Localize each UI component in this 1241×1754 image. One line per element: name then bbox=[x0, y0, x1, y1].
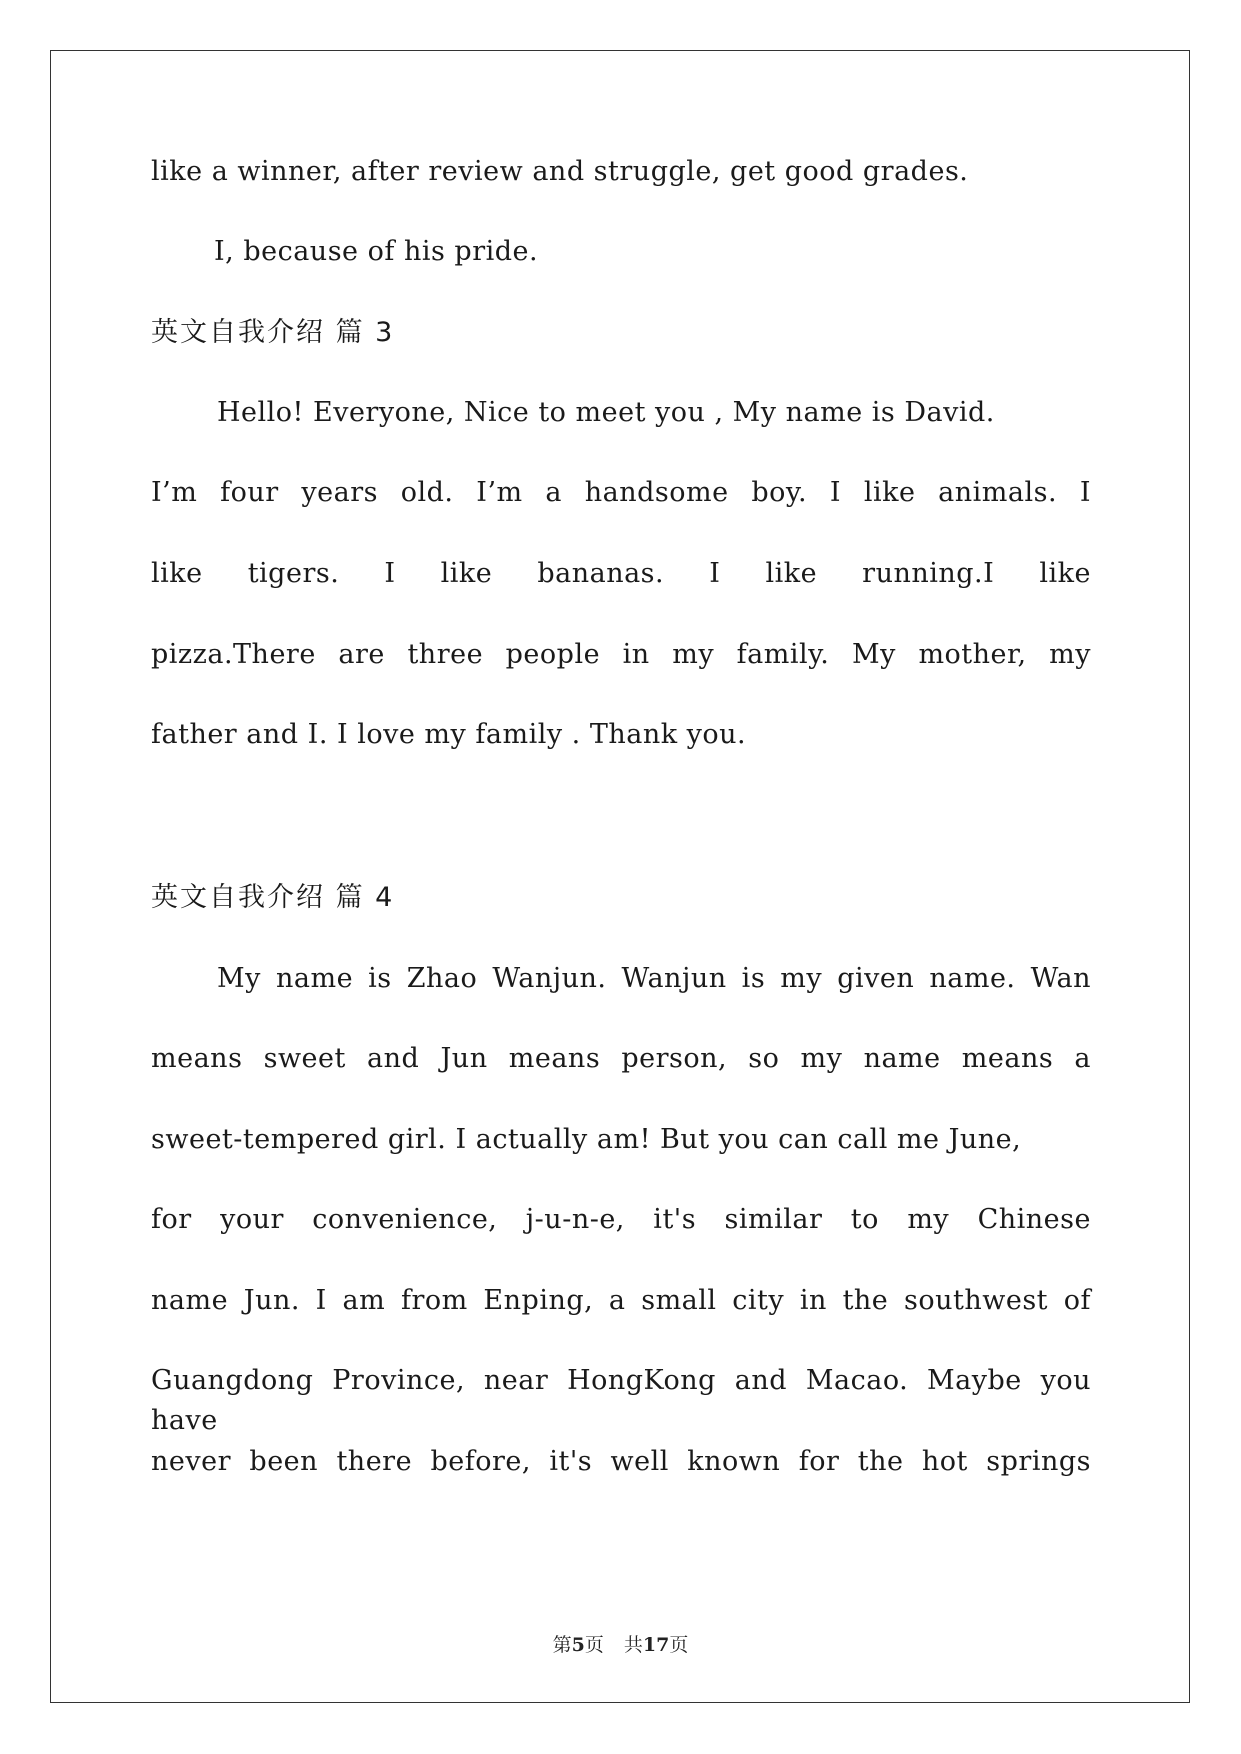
total-page-count: 17 bbox=[642, 1634, 670, 1656]
body-text-line: pizza.There are three people in my family. My mother, my bbox=[151, 639, 1091, 670]
current-page-number: 5 bbox=[571, 1634, 585, 1656]
body-text-line: like a winner, after review and struggle, get good grades. bbox=[151, 156, 969, 187]
section-heading: 英文自我介绍 篇 3 bbox=[151, 317, 395, 348]
body-text-line: name Jun. I am from Enping, a small city in the southwest of bbox=[151, 1285, 1091, 1316]
page-footer bbox=[0, 1630, 1241, 1657]
footer-total-suffix: 页 bbox=[669, 1634, 689, 1656]
body-text-line: I, because of his pride. bbox=[214, 236, 539, 267]
body-text-line: My name is Zhao Wanjun. Wanjun is my given name. Wan bbox=[217, 963, 1091, 994]
body-text-line: Guangdong Province, near HongKong and Macao. Maybe you have bbox=[151, 1365, 1091, 1436]
body-text-line: never been there before, it's well known for the hot springs bbox=[151, 1446, 1091, 1477]
footer-total-prefix: 共 bbox=[623, 1634, 643, 1656]
footer-page-suffix: 页 bbox=[584, 1634, 604, 1656]
section-heading: 英文自我介绍 篇 4 bbox=[151, 882, 395, 913]
body-text-line: for your convenience, j-u-n-e, it's similar to my Chinese bbox=[151, 1204, 1091, 1235]
body-text-line: means sweet and Jun means person, so my name means a bbox=[151, 1043, 1091, 1074]
body-text-line: like tigers. I like bananas. I like running.I like bbox=[151, 558, 1091, 589]
footer-prefix: 第 bbox=[552, 1634, 572, 1656]
body-text-line: Hello! Everyone, Nice to meet you , My name is David. bbox=[217, 397, 995, 428]
body-text-line: I’m four years old. I’m a handsome boy. I like animals. I bbox=[151, 477, 1091, 508]
body-text-line: father and I. I love my family . Thank you. bbox=[151, 719, 747, 750]
body-text-line: sweet-tempered girl. I actually am! But you can call me June, bbox=[151, 1124, 1022, 1155]
